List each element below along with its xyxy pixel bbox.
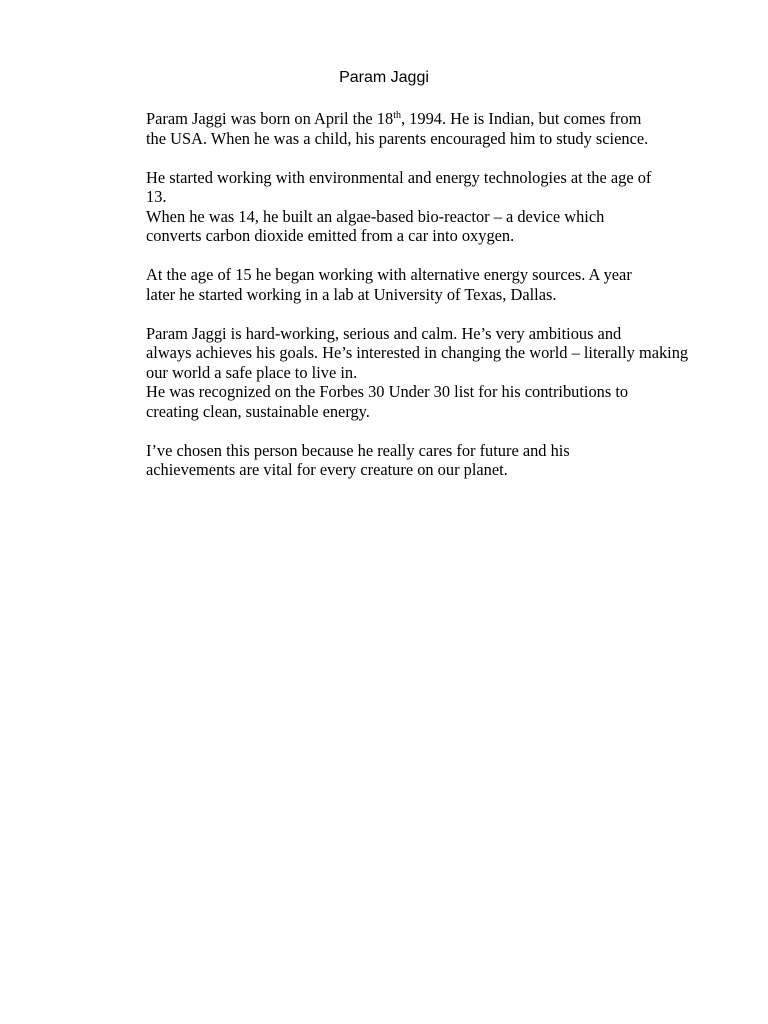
paragraph-line: creating clean, sustainable energy. xyxy=(146,401,370,421)
paragraph-line: I’ve chosen this person because he really cares for future and his xyxy=(146,440,570,460)
paragraph-line: later he started working in a lab at University of Texas, Dallas. xyxy=(146,284,557,304)
paragraph-line: He started working with environmental and energy technologies at the age of xyxy=(146,167,652,187)
paragraph-recognition xyxy=(110,382,710,421)
ordinal-suffix: th xyxy=(393,110,401,121)
paragraph-personality xyxy=(110,324,710,383)
paragraph-line: At the age of 15 he began working with alternative energy sources. A year xyxy=(146,265,632,284)
paragraph-birth xyxy=(110,109,710,148)
paragraph-line: always achieves his goals. He’s interested in changing the world – literally making xyxy=(146,343,689,362)
paragraph-early-work xyxy=(110,168,710,207)
paragraph-conclusion xyxy=(110,441,710,480)
paragraph-line: converts carbon dioxide emitted from a car into oxygen. xyxy=(146,226,515,245)
paragraph-line: Param Jaggi was born on April the 18th, 1994. He is Indian, but comes from xyxy=(146,109,642,128)
paragraph-line: 13. xyxy=(146,187,167,206)
document-title: Param Jaggi xyxy=(339,69,429,86)
document-body xyxy=(110,109,710,480)
paragraph-bioreactor xyxy=(110,207,710,246)
paragraph-alternative-energy xyxy=(110,265,710,304)
paragraph-line: Param Jaggi is hard-working, serious and calm. He’s very ambitious and xyxy=(146,323,622,343)
paragraph-line: He was recognized on the Forbes 30 Under 30 list for his contributions to xyxy=(146,382,629,401)
paragraph-line: achievements are vital for every creature on our planet. xyxy=(146,460,508,479)
paragraph-line: the USA. When he was a child, his parents encouraged him to study science. xyxy=(146,128,649,148)
paragraph-line: When he was 14, he built an algae-based bio-reactor – a device which xyxy=(146,206,605,226)
paragraph-line: our world a safe place to live in. xyxy=(146,362,358,382)
